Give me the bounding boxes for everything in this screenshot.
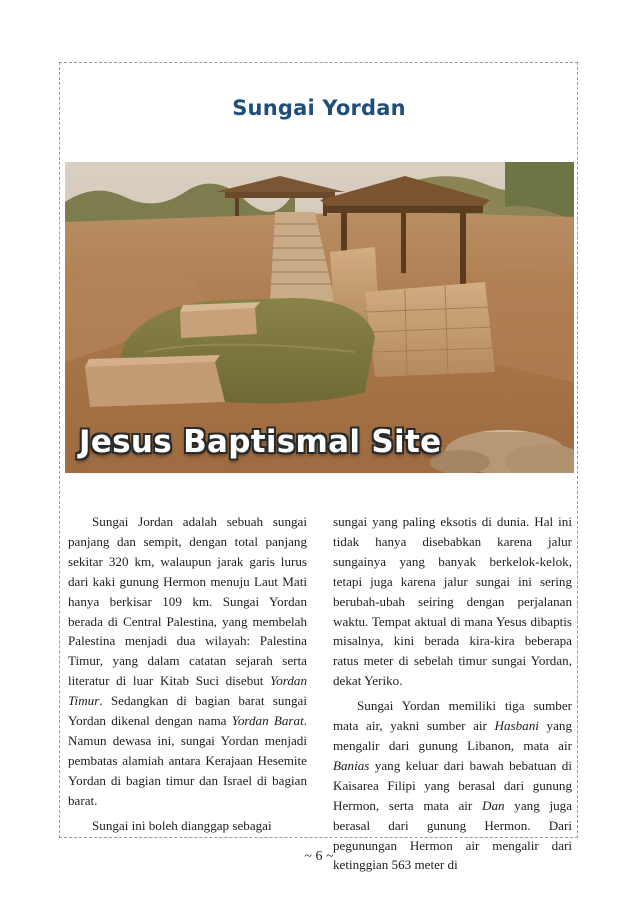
baptismal-site-photo [65, 162, 574, 473]
text-run: yang keluar dari bawah bebatuan di Kaisarea Filipi yang berasal dari gunung Hermon, serta mata air [333, 757, 572, 813]
photo-caption: Jesus Baptismal Site [79, 424, 442, 460]
text-run: Sungai Yordan memiliki tiga sumber mata air, yakni sumber air [333, 698, 572, 734]
italic-term: Dan [482, 797, 505, 813]
page-title: Sungai Yordan [232, 96, 406, 120]
page-number: ~ 6 ~ [304, 849, 334, 864]
text-run: . Sedangkan di bagian barat sungai Yordan dikenal dengan nama [68, 693, 307, 729]
italic-term: Yordan Timur [68, 673, 307, 709]
left-column [68, 512, 307, 836]
paragraph: sungai yang paling eksotis di dunia. Hal ini tidak hanya disebabkan karena jalur sungainya yang banyak berkelok-kelok, tetapi juga karena jalur sungai ini sering berubah-ubah seiring dengan perjalanan waktu. Tempat aktual di mana Yesus dibaptis misalnya, kini berada kira-kira beberapa ratus meter di sebelah timur sungai Yordan, dekat Yeriko. [333, 514, 572, 689]
italic-term: Hasbani [494, 718, 539, 734]
text-run: Sungai Jordan adalah sebuah sungai panjang dan sempit, dengan total panjang sekitar 320 km, walaupun jarak garis lurus dari kaki gunung Hermon menuju Laut Mati hanya berkisar 109 km. Sungai Yordan berada di Central Palestina, yang membelah Palestina menjadi dua wilayah: Palestina Timur, yang dalam catatan sejarah serta literatur di luar Kitab Suci disebut [68, 514, 307, 689]
italic-term: Banias [333, 757, 370, 773]
text-run: yang juga berasal dari gunung Hermon. Dari pegunungan Hermon air mengalir dari ketinggian 563 meter di [333, 797, 573, 873]
text-run: . Namun dewasa ini, sungai Yordan menjadi pembatas alamiah antara Kerajaan Hesemite Yordan di bagian timur dan Israel di bagian barat. [68, 713, 307, 808]
paragraph [68, 512, 307, 811]
paragraph: Sungai ini boleh dianggap sebagai [92, 817, 272, 833]
text-run: yang mengalir dari gunung Libanon, mata air [333, 718, 572, 753]
right-column [333, 512, 572, 875]
italic-term: Yordan Barat [231, 713, 304, 729]
